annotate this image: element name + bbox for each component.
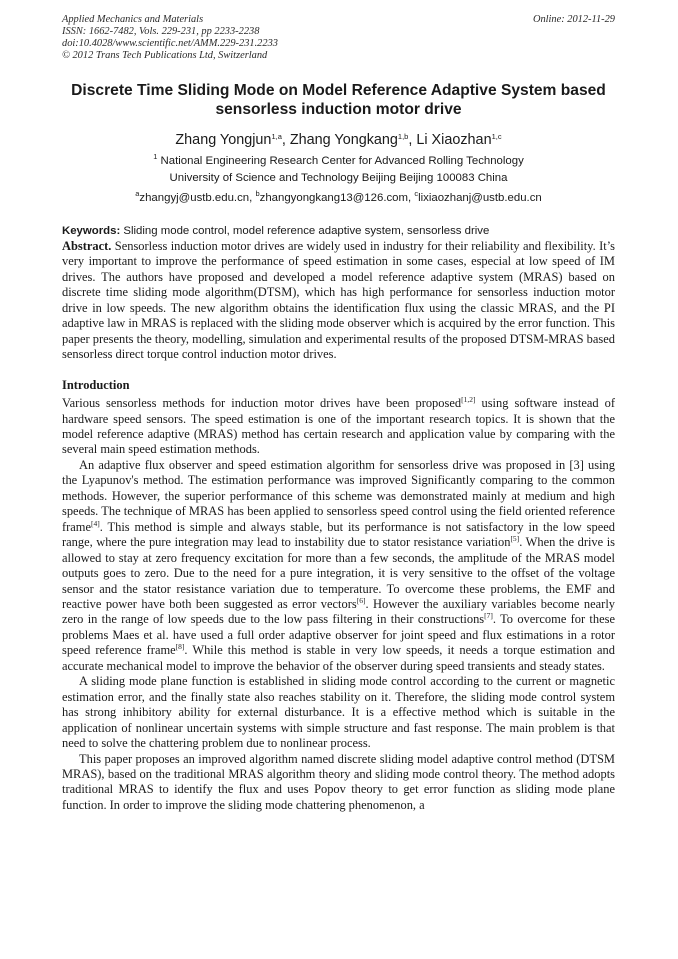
citation-ref: [7] bbox=[484, 611, 493, 621]
affiliation: $^1$ National Engineering Research Center for Advanced Rolling Technology University of Science and Technology Beijing Beijing 100083 China bbox=[62, 153, 615, 187]
abstract-text: Sensorless induction motor drives are widely used in industry for their reliability and flexibility. It’s very important to improve the performance of speed estimation in some cases, especial at low speed of IM drives. The authors have proposed and developed a model reference adaptive system (MRAS) based on discrete time sliding mode algorithm(DTSM), which has high performance for sensorless induction motor drive in low speeds. The new algorithm obtains the identification flux using the classic MRAS, and the PI adaptive law in MRAS is replaced with the sliding mode observer which is acquired by the error function. This paper presents the theory, modelling, simulation and experimental results of the proposed DTSM-MRAS based sensorless direct torque control induction motor drives. bbox=[62, 239, 615, 362]
author-emails: $^a$zhangyj@ustb.edu.cn, $^b$zhangyongkang13@126.com, $^c$lixiaozhanj@ustb.edu.cn bbox=[135, 189, 542, 204]
issn-line: ISSN: 1662-7482, Vols. 229-231, pp 2233-2238 bbox=[62, 26, 260, 37]
author-list: Zhang Yongjun$^{1,a}$, Zhang Yongkang$^{1,b}$, Li Xiaozhan$^{1,c}$ bbox=[175, 132, 502, 148]
affiliation-line-2: University of Science and Technology Beijing Beijing 100083 China bbox=[169, 172, 508, 184]
abstract-label: Abstract. bbox=[62, 239, 112, 253]
abstract bbox=[62, 239, 615, 363]
citation-ref: [4] bbox=[91, 518, 100, 528]
citation-ref: [1,2] bbox=[461, 395, 476, 405]
citation-ref: [6] bbox=[356, 595, 366, 605]
author: Zhang Yongkang$^{1,b}$ bbox=[289, 132, 409, 148]
journal-name: Applied Mechanics and Materials bbox=[62, 14, 204, 25]
copyright-line: © 2012 Trans Tech Publications Ltd, Switzerland bbox=[62, 50, 268, 61]
body-paragraph: Various sensorless methods for induction motor drives have been proposed[1,2] using software instead of hardware speed sensors. The speed estimation is one of the important research topics. It is shown that the model reference adaptive (MRAS) method has certain research and application value by comparing with the several main speed estimation methods. bbox=[62, 395, 615, 457]
paper-title: Discrete Time Sliding Mode on Model Reference Adaptive System based sensorless induction motor drive bbox=[71, 82, 606, 118]
body-paragraph: This paper proposes an improved algorithm named discrete sliding model adaptive control method (DTSM MRAS), based on the traditional MRAS algorithm theory and sliding mode control theory. The method adopts traditional MRAS to identify the flux and uses Popov theory to get error function as sliding mode plane function. In order to improve the sliding mode chattering phenomenon, a bbox=[62, 751, 615, 812]
journal-header bbox=[62, 14, 615, 62]
email-address: lixiaozhanj@ustb.edu.cn bbox=[418, 192, 542, 204]
doi-line: doi:10.4028/www.scientific.net/AMM.229-231.2233 bbox=[62, 38, 278, 49]
citation-ref: [8] bbox=[175, 642, 185, 652]
online-date: Online: 2012-11-29 bbox=[532, 14, 615, 25]
affiliation-line-1: National Engineering Research Center for Advanced Rolling Technology bbox=[157, 155, 524, 167]
body-paragraph: A sliding mode plane function is established in sliding mode control according to the current or magnetic estimation error, and the finally state also reaches stability on it. Therefore, the sliding mode control system has strong inhibitory ability for external disturbance. It is a effective method which is suitable in the application of nonlinear uncertain systems with simple structure and fast response. The main problem is that need to solve the chattering problem due to nonlinear process. bbox=[62, 674, 615, 751]
citation-ref: [5] bbox=[510, 534, 520, 544]
paper-page bbox=[62, 14, 615, 813]
body-paragraph: An adaptive flux observer and speed estimation algorithm for sensorless drive was proposed in [3] using the Lyapunov's method. The estimation performance was improved Significantly comparing to the common methods. However, the superior performance of this scheme was demonstrated mainly at medium and high speeds. The technique of MRAS has been applied to sensorless speed control using the field oriented reference frame[4]. This method is simple and always stable, but its performance is not satisfactory in the low speed range, where the pure integration may lead to instability due to stator resistance variation[5]. When the drive is allowed to stay at zero frequency excitation for more than a few seconds, the amplitude of the MRAS model outputs goes to zero. Due to the need for a pure integration, it is very sensitive to the offset of the voltage sensor and the stator resistance variation due to temperature. To overcome these problems, the EMF and reactive power have both been suggested as error vectors[6]. However the auxiliary variables become nearly zero in the range of low speeds due to the low pass filtering in their constructions[7]. To overcome for these problems Maes et al. have used a full order adaptive observer for joint speed and flux estimations in a rotor speed reference frame[8]. While this method is stable in very low speeds, it needs a torque estimation and accurate mechanical model to improve the behavior of the observer during speed transients and steady states. bbox=[62, 457, 615, 673]
keywords-label: Keywords: bbox=[62, 225, 121, 237]
keywords bbox=[62, 223, 615, 239]
section-heading-introduction: Introduction bbox=[62, 377, 130, 392]
email-address: zhangyongkang13@126.com bbox=[259, 192, 408, 204]
author: Zhang Yongjun$^{1,a}$ bbox=[175, 132, 282, 148]
author: Li Xiaozhan$^{1,c}$ bbox=[416, 132, 502, 148]
email-address: zhangyj@ustb.edu.cn bbox=[139, 192, 250, 204]
keywords-text: Sliding mode control, model reference adaptive system, sensorless drive bbox=[120, 225, 490, 237]
introduction-body bbox=[62, 396, 615, 813]
